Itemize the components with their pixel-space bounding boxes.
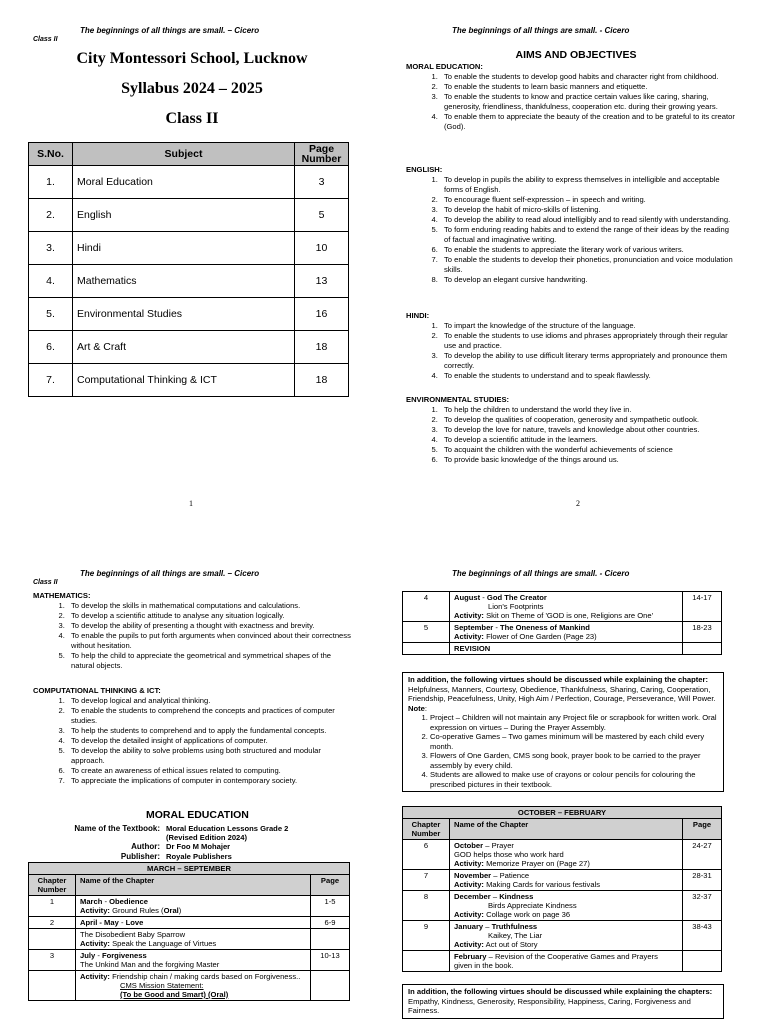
- syllabus-title: Syllabus 2024 – 2025: [121, 80, 263, 97]
- col-header-chapter-number: Chapter Number: [403, 819, 450, 840]
- page-1: [0, 0, 384, 512]
- textbook-value: Moral Education Lessons Grade 2 (Revised Edition 2024): [166, 824, 289, 842]
- chapter-title: Forgiveness: [101, 951, 147, 960]
- page-cell: 16: [295, 298, 349, 331]
- aims-list: [33, 696, 353, 786]
- separator: -: [493, 623, 500, 632]
- chapter-title: Prayer: [491, 841, 514, 850]
- list-item: 7. To appreciate the implications of computer in contemporary society.: [67, 776, 353, 786]
- section-heading: ENGLISH:: [406, 165, 443, 174]
- sno-cell: 7.: [29, 364, 73, 397]
- chapter-month: September: [454, 623, 494, 632]
- chapter-title: Kindness: [499, 892, 534, 901]
- separator: -: [118, 918, 126, 927]
- revision-cell: [450, 643, 683, 655]
- math-aims-section: [33, 591, 353, 671]
- chapter-month: January: [454, 922, 484, 931]
- list-item: 1. To enable the students to develop good habits and character right from childhood.: [440, 72, 736, 82]
- col-header-chapter-number: Chapter Number: [29, 875, 76, 896]
- class-label: Class II: [33, 579, 58, 586]
- activity-label: Activity:: [454, 910, 484, 919]
- class-label: Class II: [33, 36, 58, 43]
- section-heading: COMPUTATIONAL THINKING & ICT:: [33, 686, 161, 695]
- revision-text: – Revision of the Cooperative Games and Prayers given in the book.: [454, 952, 658, 970]
- activity-text: Flower of One Garden (Page 23): [483, 632, 597, 641]
- list-item: 7. To enable the students to develop their phonetics, pronunciation and voice modulation skills.: [440, 255, 736, 275]
- virtues-list: Empathy, Kindness, Generosity, Responsibility, Happiness, Caring, Forgiveness and Fairness.: [408, 996, 691, 1015]
- sno-cell: 2.: [29, 199, 73, 232]
- chapter-number: 2: [29, 917, 76, 929]
- sno-cell: 6.: [29, 331, 73, 364]
- list-item: 5. To form enduring reading habits and to extend the range of their ideas by the reading of factual and imaginative writing.: [440, 225, 736, 245]
- list-item: 6. To create an awareness of ethical issues related to computing.: [67, 766, 353, 776]
- page-quote: The beginnings of all things are small. – Cicero: [80, 569, 260, 578]
- table-row: [403, 643, 722, 655]
- list-item: 4. To develop the ability to read aloud intelligibly and to read silently with understanding.: [440, 215, 736, 225]
- list-item: 5. To develop the ability to solve problems using both structured and modular approach.: [67, 746, 353, 766]
- activity-text: Act out of Story: [483, 940, 538, 949]
- list-item: 3. To enable the students to know and practice certain values like caring, sharing, generosity, friendliness, thankfulness, cooperation etc. during their growing years.: [440, 92, 736, 112]
- chapter-page: 1-5: [311, 896, 350, 917]
- page-cell: 13: [295, 265, 349, 298]
- sno-cell: 4.: [29, 265, 73, 298]
- list-item: 2. To enable the students to use idioms and phrases appropriately through their regular use and practice.: [440, 331, 736, 351]
- list-item: 2. To enable the students to learn basic manners and etiquette.: [440, 82, 736, 92]
- page-number: 2: [576, 499, 580, 508]
- table-row: [403, 622, 722, 643]
- list-item: 6. To provide basic knowledge of the things around us.: [440, 455, 736, 465]
- list-item: 1. To develop logical and analytical thinking.: [67, 696, 353, 706]
- aims-title: AIMS AND OBJECTIVES: [515, 49, 637, 61]
- activity-label: Activity:: [454, 880, 484, 889]
- chapter-title: Truthfulness: [491, 922, 538, 931]
- separator: –: [483, 841, 492, 850]
- sno-cell: 3.: [29, 232, 73, 265]
- col-header-page: Page Number: [295, 143, 349, 166]
- page-cell: 18: [295, 364, 349, 397]
- chapter-title: Obedience: [109, 897, 148, 906]
- chapter-name: [76, 917, 311, 929]
- term-heading: MARCH – SEPTEMBER: [29, 863, 350, 875]
- activity-label: Activity:: [80, 972, 110, 981]
- chapter-name: [450, 622, 683, 643]
- page-4: [384, 560, 768, 1024]
- chapter-page: 32-37: [683, 891, 722, 921]
- subject-cell: Environmental Studies: [73, 298, 295, 331]
- chapter-name: [76, 929, 311, 950]
- chapter-name: [76, 971, 311, 1001]
- activity-label: Activity:: [454, 940, 484, 949]
- textbook-info: [22, 824, 352, 862]
- table-row: [29, 166, 349, 199]
- subject-cell: English: [73, 199, 295, 232]
- subject-cell: Hindi: [73, 232, 295, 265]
- author-label: Author:: [131, 842, 160, 851]
- chapter-name: [450, 592, 683, 622]
- page-cell: 5: [295, 199, 349, 232]
- chapter-month: December: [454, 892, 491, 901]
- activity-text: Friendship chain / making cards based on Forgiveness..: [109, 972, 301, 981]
- page-quote: The beginnings of all things are small. - Cicero: [452, 569, 630, 578]
- chapter-title: Love: [125, 918, 144, 927]
- chapter-story: The Unkind Man and the forgiving Master: [80, 960, 220, 969]
- table-row: [403, 870, 722, 891]
- list-item: 8. To develop an elegant cursive handwriting.: [440, 275, 736, 285]
- subject-cell: Art & Craft: [73, 331, 295, 364]
- aims-list: [33, 601, 353, 671]
- list-item: 3. To develop the habit of micro-skills of listening.: [440, 205, 736, 215]
- chapter-page: 24-27: [683, 840, 722, 870]
- chapter-month: August: [454, 593, 481, 602]
- moral-education-title: MORAL EDUCATION: [146, 809, 249, 821]
- chapter-number: 3: [29, 950, 76, 971]
- virtues-intro: In addition, the following virtues should be discussed while explaining the chapters:: [408, 987, 713, 996]
- chapter-month: February: [454, 952, 487, 961]
- publisher-value: Royale Publishers: [166, 852, 232, 861]
- list-item: 6. To enable the students to appreciate the literary work of various writers.: [440, 245, 736, 255]
- sno-cell: 5.: [29, 298, 73, 331]
- aims-list: [406, 405, 736, 465]
- table-row: [29, 331, 349, 364]
- table-row: [29, 929, 350, 950]
- subject-cell: Computational Thinking & ICT: [73, 364, 295, 397]
- chapter-month: November: [454, 871, 492, 880]
- evs-aims-section: [406, 395, 736, 465]
- chapter-page: 6-9: [311, 917, 350, 929]
- chapter-title: The Oneness of Mankind: [500, 623, 590, 632]
- chapter-month: October: [454, 841, 484, 850]
- table-row: [29, 950, 350, 971]
- page-quote: The beginnings of all things are small. – Cicero: [80, 26, 260, 35]
- list-item: 2. To enable the students to comprehend the concepts and practices of computer studies.: [67, 706, 353, 726]
- chapter-month: July: [80, 951, 96, 960]
- chapter-story: Lion's Footprints: [488, 602, 544, 611]
- chapter-month: April - May: [80, 918, 119, 927]
- col-header-chapter-name: Name of the Chapter: [76, 875, 311, 896]
- chapter-story: Birds Appreciate Kindness: [488, 901, 577, 910]
- separator: –: [483, 922, 492, 931]
- page-number: 1: [189, 499, 193, 508]
- virtues-notes-box: In addition, the following virtues should be discussed while explaining the chapter: Helpfulness, Manners, Courtesy, Obedience, Thankfulness, Sharing, Caring, Cooperation, Friendship, Peacefulness, Unity, High Aim / Perfection, Courage, Perseverance, Will Power. Note: 1. Project – Children will not maintain any Project file or scrapbook for written work. Oral expression on virtues – During the Prayer Assembly. 2. Co-operative Games – Two games minimum will be mastered by each child every month. 3. Flowers of One Garden, CMS song book, prayer book to be carried to the prayer assembly by every child. 4. Students are allowed to make use of crayons or colour pencils for colouring the prescribed pictures in their textbook.: [402, 672, 724, 792]
- chapter-number: 4: [403, 592, 450, 622]
- ict-aims-section: [33, 686, 353, 786]
- chapter-name: [450, 840, 683, 870]
- page-3: [0, 560, 384, 1024]
- list-item: 4. To develop the detailed insight of applications of computer.: [67, 736, 353, 746]
- subject-index-table: [28, 142, 349, 397]
- august-september-table: [402, 591, 722, 655]
- textbook-label: Name of the Textbook:: [74, 824, 160, 833]
- list-item: 4. Students are allowed to make use of crayons or colour pencils for colouring the prescribed pictures in their textbook.: [430, 770, 718, 789]
- table-row: [403, 840, 722, 870]
- virtues-box-2: [402, 984, 724, 1019]
- chapter-page: 18-23: [683, 622, 722, 643]
- list-item: 1. To develop in pupils the ability to express themselves in intelligible and acceptable forms of English.: [440, 175, 736, 195]
- list-item: 4. To enable the students to understand and to speak flawlessly.: [440, 371, 736, 381]
- activity-text: ): [178, 906, 182, 915]
- col-header-subject: Subject: [73, 143, 295, 166]
- page-cell: 18: [295, 331, 349, 364]
- table-row: [403, 951, 722, 972]
- activity-text: Speak the Language of Virtues: [109, 939, 217, 948]
- page-2: [384, 0, 768, 512]
- list-item: 2. To develop the qualities of cooperation, generosity and sympathetic outlook.: [440, 415, 736, 425]
- mission-text: (To be Good and Smart) (Oral): [120, 990, 229, 999]
- section-heading: HINDI:: [406, 311, 430, 320]
- list-item: 1. To impart the knowledge of the structure of the language.: [440, 321, 736, 331]
- table-row: [403, 891, 722, 921]
- class-title: Class II: [165, 110, 219, 127]
- school-name: City Montessori School, Lucknow: [76, 50, 308, 67]
- section-heading: ENVIRONMENTAL STUDIES:: [406, 395, 510, 404]
- chapter-number: 5: [403, 622, 450, 643]
- activity-label: Activity:: [454, 632, 484, 641]
- list-item: 3. Flowers of One Garden, CMS song book, prayer book to be carried to the prayer assembly by every child.: [430, 751, 718, 770]
- activity-text: Memorize Prayer on (Page 27): [483, 859, 590, 868]
- col-header-chapter-name: Name of the Chapter: [450, 819, 683, 840]
- list-item: 4. To enable them to appreciate the beauty of the creation and to be grateful to its creator (God).: [440, 112, 736, 132]
- revision-label: REVISION: [454, 644, 491, 653]
- chapter-name: [76, 896, 311, 917]
- activity-text: Making Cards for various festivals: [483, 880, 601, 889]
- hindi-aims-section: [406, 311, 736, 381]
- notes-list: [408, 713, 718, 789]
- separator: –: [490, 892, 500, 901]
- activity-emphasis: Oral: [163, 906, 179, 915]
- moral-aims-section: [406, 62, 736, 132]
- chapter-month: March: [80, 897, 103, 906]
- list-item: 1. Project – Children will not maintain any Project file or scrapbook for written work. Oral expression on virtues – During the Prayer Assembly.: [430, 713, 718, 732]
- virtues-intro: In addition, the following virtues should be discussed while explaining the chapter:: [408, 675, 708, 684]
- table-row: [29, 265, 349, 298]
- list-item: 1. To help the children to understand the world they live in.: [440, 405, 736, 415]
- list-item: 2. Co-operative Games – Two games minimum will be mastered by each child every month.: [430, 732, 718, 751]
- col-header-page: Page: [311, 875, 350, 896]
- col-header-sno: S.No.: [29, 143, 73, 166]
- table-row: [403, 921, 722, 951]
- separator: -: [480, 593, 487, 602]
- subject-cell: Mathematics: [73, 265, 295, 298]
- table-row: [29, 199, 349, 232]
- col-header-page: Page: [683, 819, 722, 840]
- chapter-title: Patience: [499, 871, 530, 880]
- publisher-label: Publisher:: [120, 852, 160, 861]
- chapter-name: [450, 870, 683, 891]
- chapter-page: 10-13: [311, 950, 350, 971]
- term-heading: OCTOBER – FEBRUARY: [403, 807, 722, 819]
- separator: –: [491, 871, 500, 880]
- aims-list: [406, 175, 736, 285]
- table-row: [29, 298, 349, 331]
- chapter-number: 1: [29, 896, 76, 917]
- table-row: [29, 971, 350, 1001]
- chapter-story: GOD helps those who work hard: [454, 850, 564, 859]
- activity-text: Skit on Theme of 'GOD is one, Religions are One': [483, 611, 654, 620]
- table-row: [29, 917, 350, 929]
- table-row: [29, 364, 349, 397]
- page-quote: The beginnings of all things are small. - Cicero: [452, 26, 630, 35]
- chapter-number: 8: [403, 891, 450, 921]
- list-item: 3. To develop the love for nature, travels and knowledge about other countries.: [440, 425, 736, 435]
- aims-list: [406, 72, 736, 132]
- list-item: 4. To develop a scientific attitude in the learners.: [440, 435, 736, 445]
- october-february-table: [402, 806, 722, 972]
- list-item: 3. To develop the ability of presenting a thought with exactness and brevity.: [67, 621, 353, 631]
- table-row: [403, 592, 722, 622]
- chapter-name: [76, 950, 311, 971]
- chapter-number: 9: [403, 921, 450, 951]
- note-label: Note: [408, 703, 425, 713]
- chapter-page: 38-43: [683, 921, 722, 951]
- activity-text: Ground Rules (: [109, 906, 164, 915]
- activity-label: Activity:: [80, 939, 110, 948]
- chapter-page: 14-17: [683, 592, 722, 622]
- page-cell: 10: [295, 232, 349, 265]
- list-item: 1. To develop the skills in mathematical computations and calculations.: [67, 601, 353, 611]
- english-aims-section: [406, 165, 736, 285]
- subject-cell: Moral Education: [73, 166, 295, 199]
- separator: -: [102, 897, 110, 906]
- sno-cell: 1.: [29, 166, 73, 199]
- list-item: 4. To enable the pupils to put forth arguments when convinced about their correctness without hesitation.: [67, 631, 353, 651]
- section-heading: MATHEMATICS:: [33, 591, 91, 600]
- virtues-list: Helpfulness, Manners, Courtesy, Obedience, Thankfulness, Sharing, Caring, Cooperation, Friendship, Peacefulness, Unity, High Aim / Perfection, Courage, Perseverance, Will Power.: [408, 684, 716, 703]
- chapter-name: [450, 891, 683, 921]
- chapter-title: God The Creator: [486, 593, 547, 602]
- chapter-number: 7: [403, 870, 450, 891]
- table-row: [29, 896, 350, 917]
- chapter-number: 6: [403, 840, 450, 870]
- mission-label: CMS Mission Statement:: [120, 981, 204, 990]
- activity-label: Activity:: [80, 906, 110, 915]
- aims-list: [406, 321, 736, 381]
- activity-label: Activity:: [454, 859, 484, 868]
- list-item: 3. To develop the ability to use difficult literary terms appropriately and pronounce them correctly.: [440, 351, 736, 371]
- chapter-story: The Disobedient Baby Sparrow: [80, 930, 186, 939]
- chapter-name: [450, 951, 683, 972]
- chapter-name: [450, 921, 683, 951]
- section-heading: MORAL EDUCATION:: [406, 62, 483, 71]
- page-cell: 3: [295, 166, 349, 199]
- march-september-table: [28, 862, 350, 1001]
- list-item: 2. To develop a scientific attitude to analyse any situation logically.: [67, 611, 353, 621]
- chapter-page: 28-31: [683, 870, 722, 891]
- list-item: 5. To help the child to appreciate the geometrical and symmetrical shapes of the natural objects.: [67, 651, 353, 671]
- activity-text: Collage work on page 36: [483, 910, 571, 919]
- separator: -: [95, 951, 102, 960]
- table-row: [29, 232, 349, 265]
- activity-label: Activity:: [454, 611, 484, 620]
- list-item: 5. To acquaint the children with the wonderful achievements of science: [440, 445, 736, 455]
- list-item: 2. To encourage fluent self-expression – in speech and writing.: [440, 195, 736, 205]
- chapter-story: Kaikey, The Liar: [488, 931, 543, 940]
- author-value: Dr Foo M Mohajer: [166, 842, 231, 851]
- list-item: 3. To help the students to comprehend and to apply the fundamental concepts.: [67, 726, 353, 736]
